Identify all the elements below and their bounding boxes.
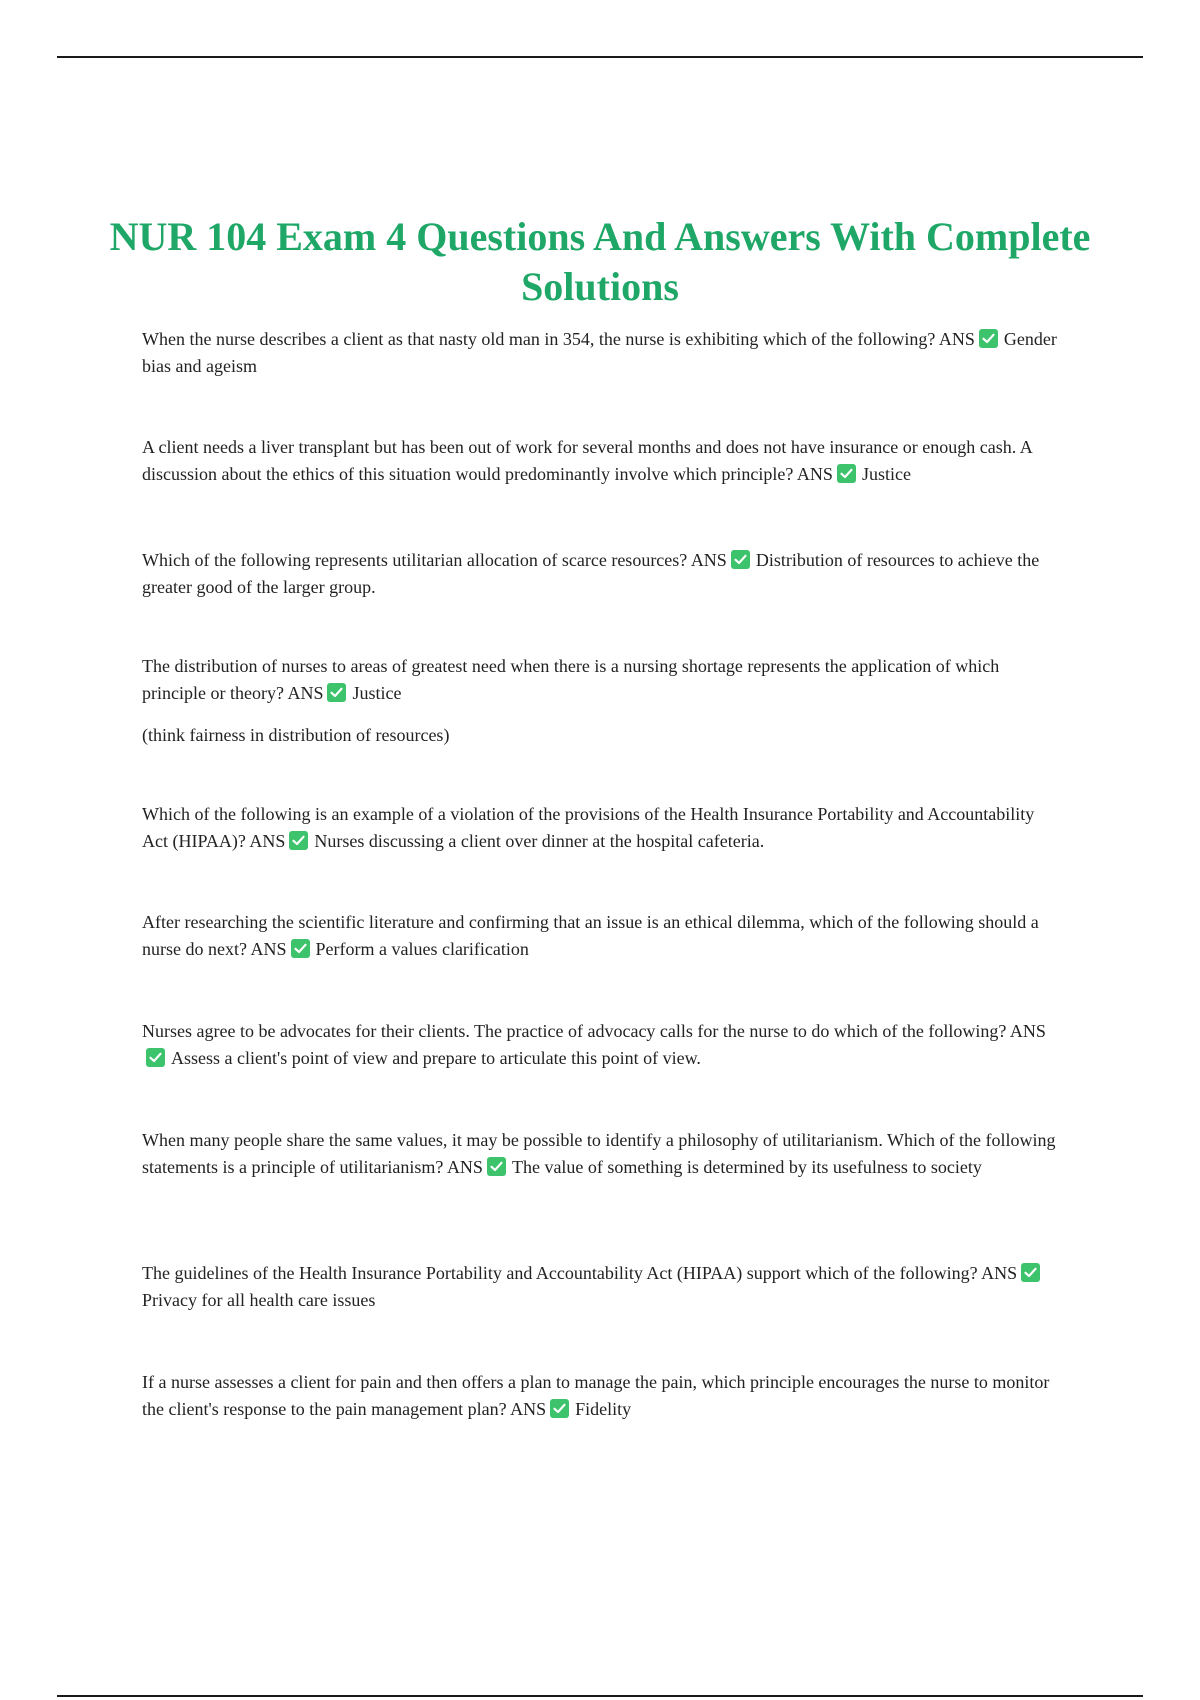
qa-text [142,653,1062,707]
page-title: NUR 104 Exam 4 Questions And Answers With Complete Solutions [109,214,1091,309]
question-text: When the nurse describes a client as that nasty old man in 354, the nurse is exhibiting which of the following? [142,329,936,349]
check-mark-icon [291,939,310,958]
answer-text: Nurses discussing a client over dinner at the hospital cafeteria. [314,831,765,851]
answer-text: Gender bias and ageism [142,329,1057,376]
question-text: The distribution of nurses to areas of greatest need when there is a nursing shortage represents the application of which principle or theory? [142,656,1000,703]
answer-text: Perform a values clarification [315,939,529,959]
answer-text: Justice [861,464,911,484]
check-mark-icon [1021,1263,1040,1282]
qa-text [142,1369,1062,1423]
qa-text [142,1018,1062,1072]
qa-item-1 [142,326,1062,380]
ans-label: ANS [690,550,727,570]
ans-label: ANS [446,1157,483,1177]
question-text: After researching the scientific literature and confirming that an issue is an ethical dilemma, which of the following should a nurse do next? [142,912,1039,959]
ans-label: ANS [249,831,286,851]
ans-label: ANS [938,329,975,349]
answer-text: Justice [352,683,402,703]
qa-item-10 [142,1369,1062,1423]
answer-text: Distribution of resources to achieve the greater good of the larger group. [142,550,1040,597]
qa-item-4 [142,653,1062,749]
qa-item-5 [142,801,1062,855]
question-text: When many people share the same values, it may be possible to identify a philosophy of utilitarianism. Which of the following statements is a principle of utilitarianism? [142,1130,1056,1177]
check-mark-icon [487,1157,506,1176]
ans-label: ANS [510,1399,547,1419]
ans-label: ANS [981,1263,1018,1283]
ans-label: ANS [1009,1021,1046,1041]
qa-item-2 [142,434,1062,488]
answer-text: The value of something is determined by its usefulness to society [511,1157,982,1177]
qa-text [142,434,1062,488]
qa-item-3 [142,547,1062,601]
answer-note: (think fairness in distribution of resources) [142,725,450,745]
answer-text: Assess a client's point of view and prepare to articulate this point of view. [171,1048,701,1068]
question-text: The guidelines of the Health Insurance Portability and Accountability Act (HIPAA) support which of the following? [142,1263,978,1283]
qa-text [142,326,1062,380]
question-text: Nurses agree to be advocates for their clients. The practice of advocacy calls for the nurse to do which of the following? [142,1021,1007,1041]
question-text: A client needs a liver transplant but has been out of work for several months and does not have insurance or enough cash. A discussion about the ethics of this situation would predominantly involve which principle? [142,437,1032,484]
ans-label: ANS [287,683,324,703]
check-mark-icon [731,550,750,569]
top-rule [57,56,1143,58]
answer-text: Privacy for all health care issues [142,1290,376,1310]
ans-label: ANS [796,464,833,484]
check-mark-icon [837,464,856,483]
question-text: Which of the following represents utilitarian allocation of scarce resources? [142,550,688,570]
qa-text [142,1260,1062,1314]
bottom-rule [57,1695,1143,1697]
qa-text [142,801,1062,855]
question-text: Which of the following is an example of a violation of the provisions of the Health Insurance Portability and Accountability Act (HIPAA)? [142,804,1035,851]
qa-item-6 [142,909,1062,963]
qa-text [142,909,1062,963]
check-mark-icon [289,831,308,850]
check-mark-icon [146,1048,165,1067]
qa-text [142,1127,1062,1181]
qa-item-9 [142,1260,1062,1314]
ans-label: ANS [250,939,287,959]
question-text: If a nurse assesses a client for pain and then offers a plan to manage the pain, which principle encourages the nurse to monitor the client's response to the pain management plan? [142,1372,1050,1419]
qa-item-8 [142,1127,1062,1181]
check-mark-icon [327,683,346,702]
qa-text [142,547,1062,601]
qa-item-7 [142,1018,1062,1072]
check-mark-icon [979,329,998,348]
check-mark-icon [550,1399,569,1418]
answer-text: Fidelity [575,1399,632,1419]
